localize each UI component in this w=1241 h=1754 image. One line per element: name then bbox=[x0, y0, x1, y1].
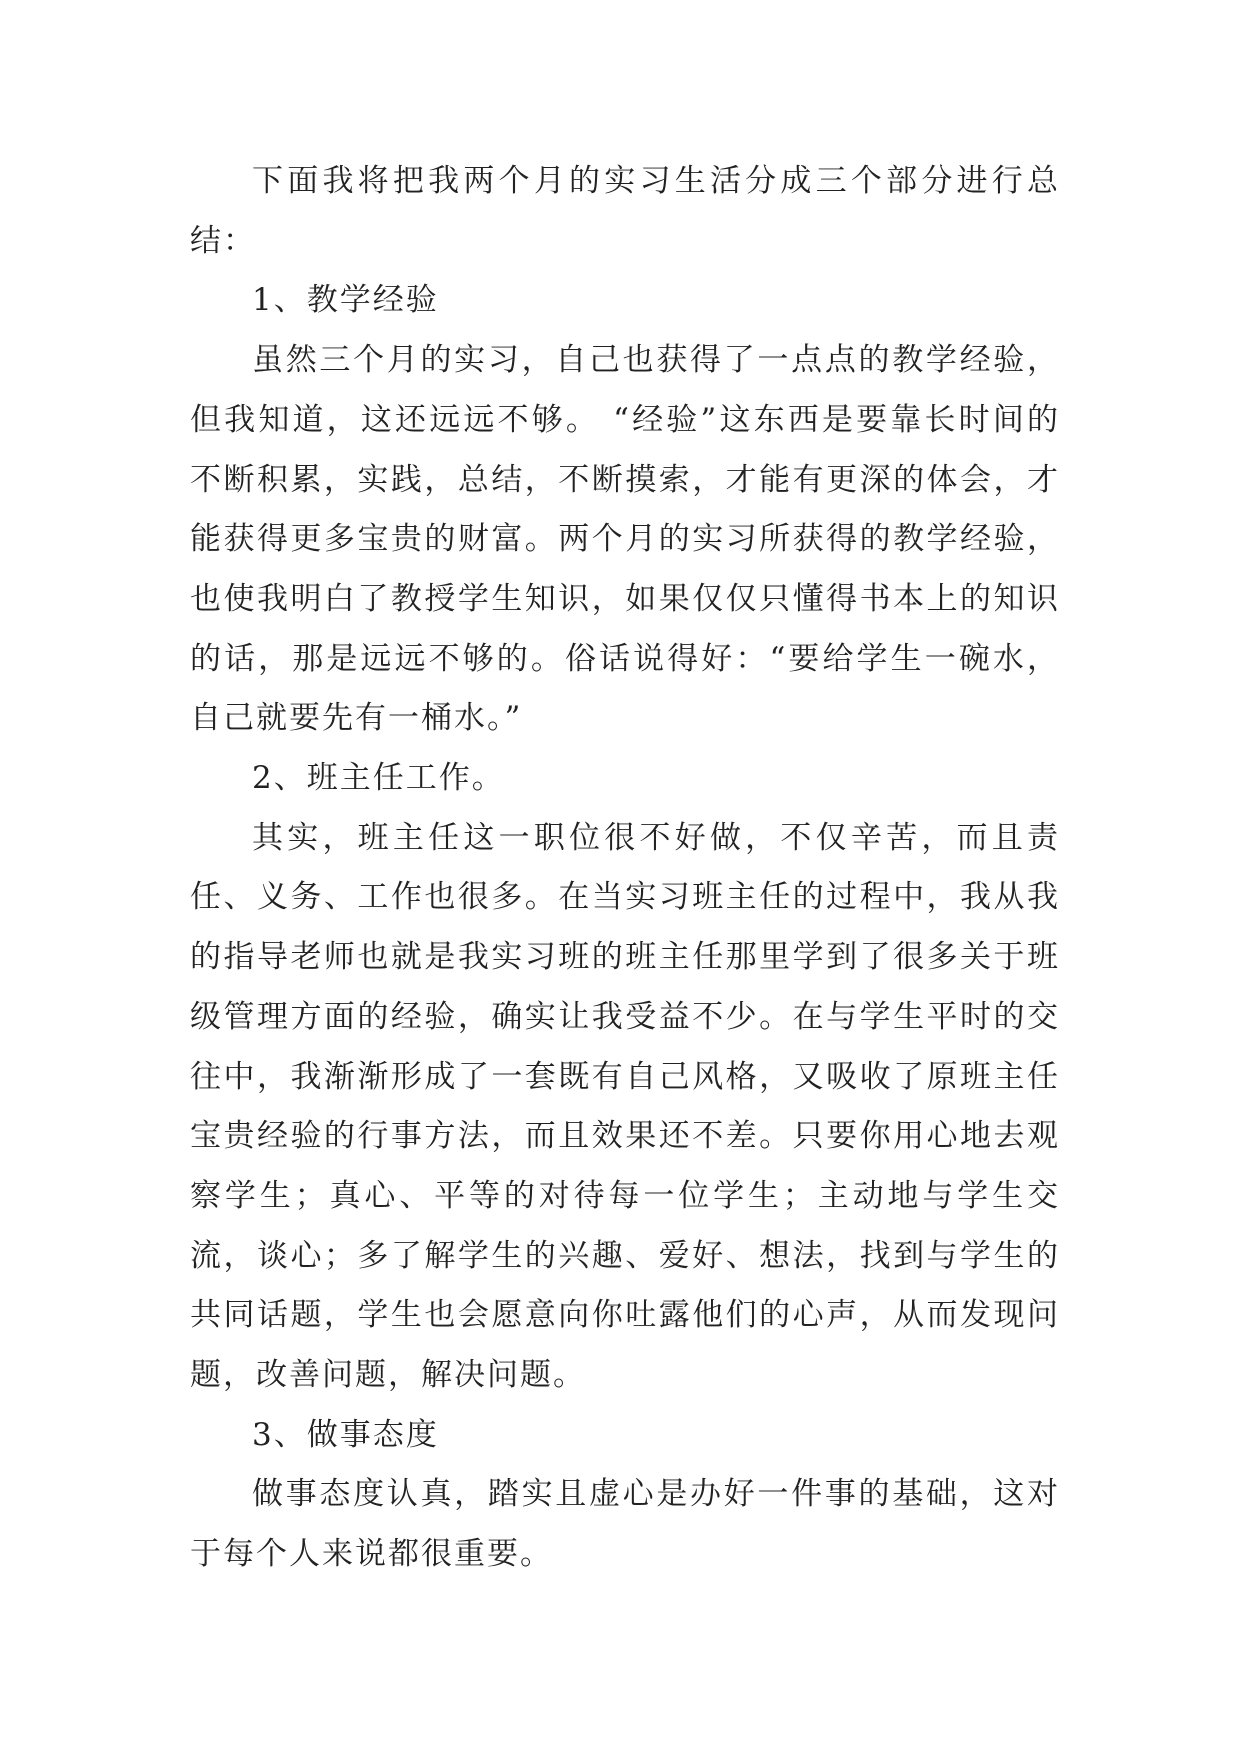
intro-paragraph: 下面我将把我两个月的实习生活分成三个部分进行总结： bbox=[190, 163, 1060, 259]
attitude-paragraph: 做事态度认真，踏实且虚心是办好一件事的基础，这对于每个人来说都很重要。 bbox=[190, 1476, 1060, 1573]
teaching-paragraph: 虽然三个月的实习，自己也获得了一点点的教学经验，但我知道，这还远远不够。 “经验”这东西是要靠长时间的不断积累，实践，总结，不断摸索，才能有更深的体会，才能获得更多宝贵的财富。两个月的实习所获得的教学经验，也使我明白了教授学生知识，如果仅仅只懂得书本上的知识的话，那是远远不够的。俗话说得好：“要给学生一碗水，自己就要先有一桶水。” bbox=[190, 342, 1060, 737]
section-heading-attitude: 3、做事态度 bbox=[252, 1416, 439, 1453]
document-body bbox=[190, 152, 1060, 1585]
section-heading-class-teacher: 2、班主任工作。 bbox=[252, 760, 505, 797]
class-teacher-paragraph: 其实，班主任这一职位很不好做，不仅辛苦，而且责任、义务、工作也很多。在当实习班主任的过程中，我从我的指导老师也就是我实习班的班主任那里学到了很多关于班级管理方面的经验，确实让我受益不少。在与学生平时的交往中，我渐渐形成了一套既有自己风格，又吸收了原班主任宝贵经验的行事方法，而且效果还不差。只要你用心地去观察学生；真心、平等的对待每一位学生；主动地与学生交流，谈心；多了解学生的兴趣、爱好、想法，找到与学生的共同话题，学生也会愿意向你吐露他们的心声，从而发现问题，改善问题，解决问题。 bbox=[190, 819, 1060, 1394]
section-heading-teaching: 1、教学经验 bbox=[252, 282, 439, 319]
